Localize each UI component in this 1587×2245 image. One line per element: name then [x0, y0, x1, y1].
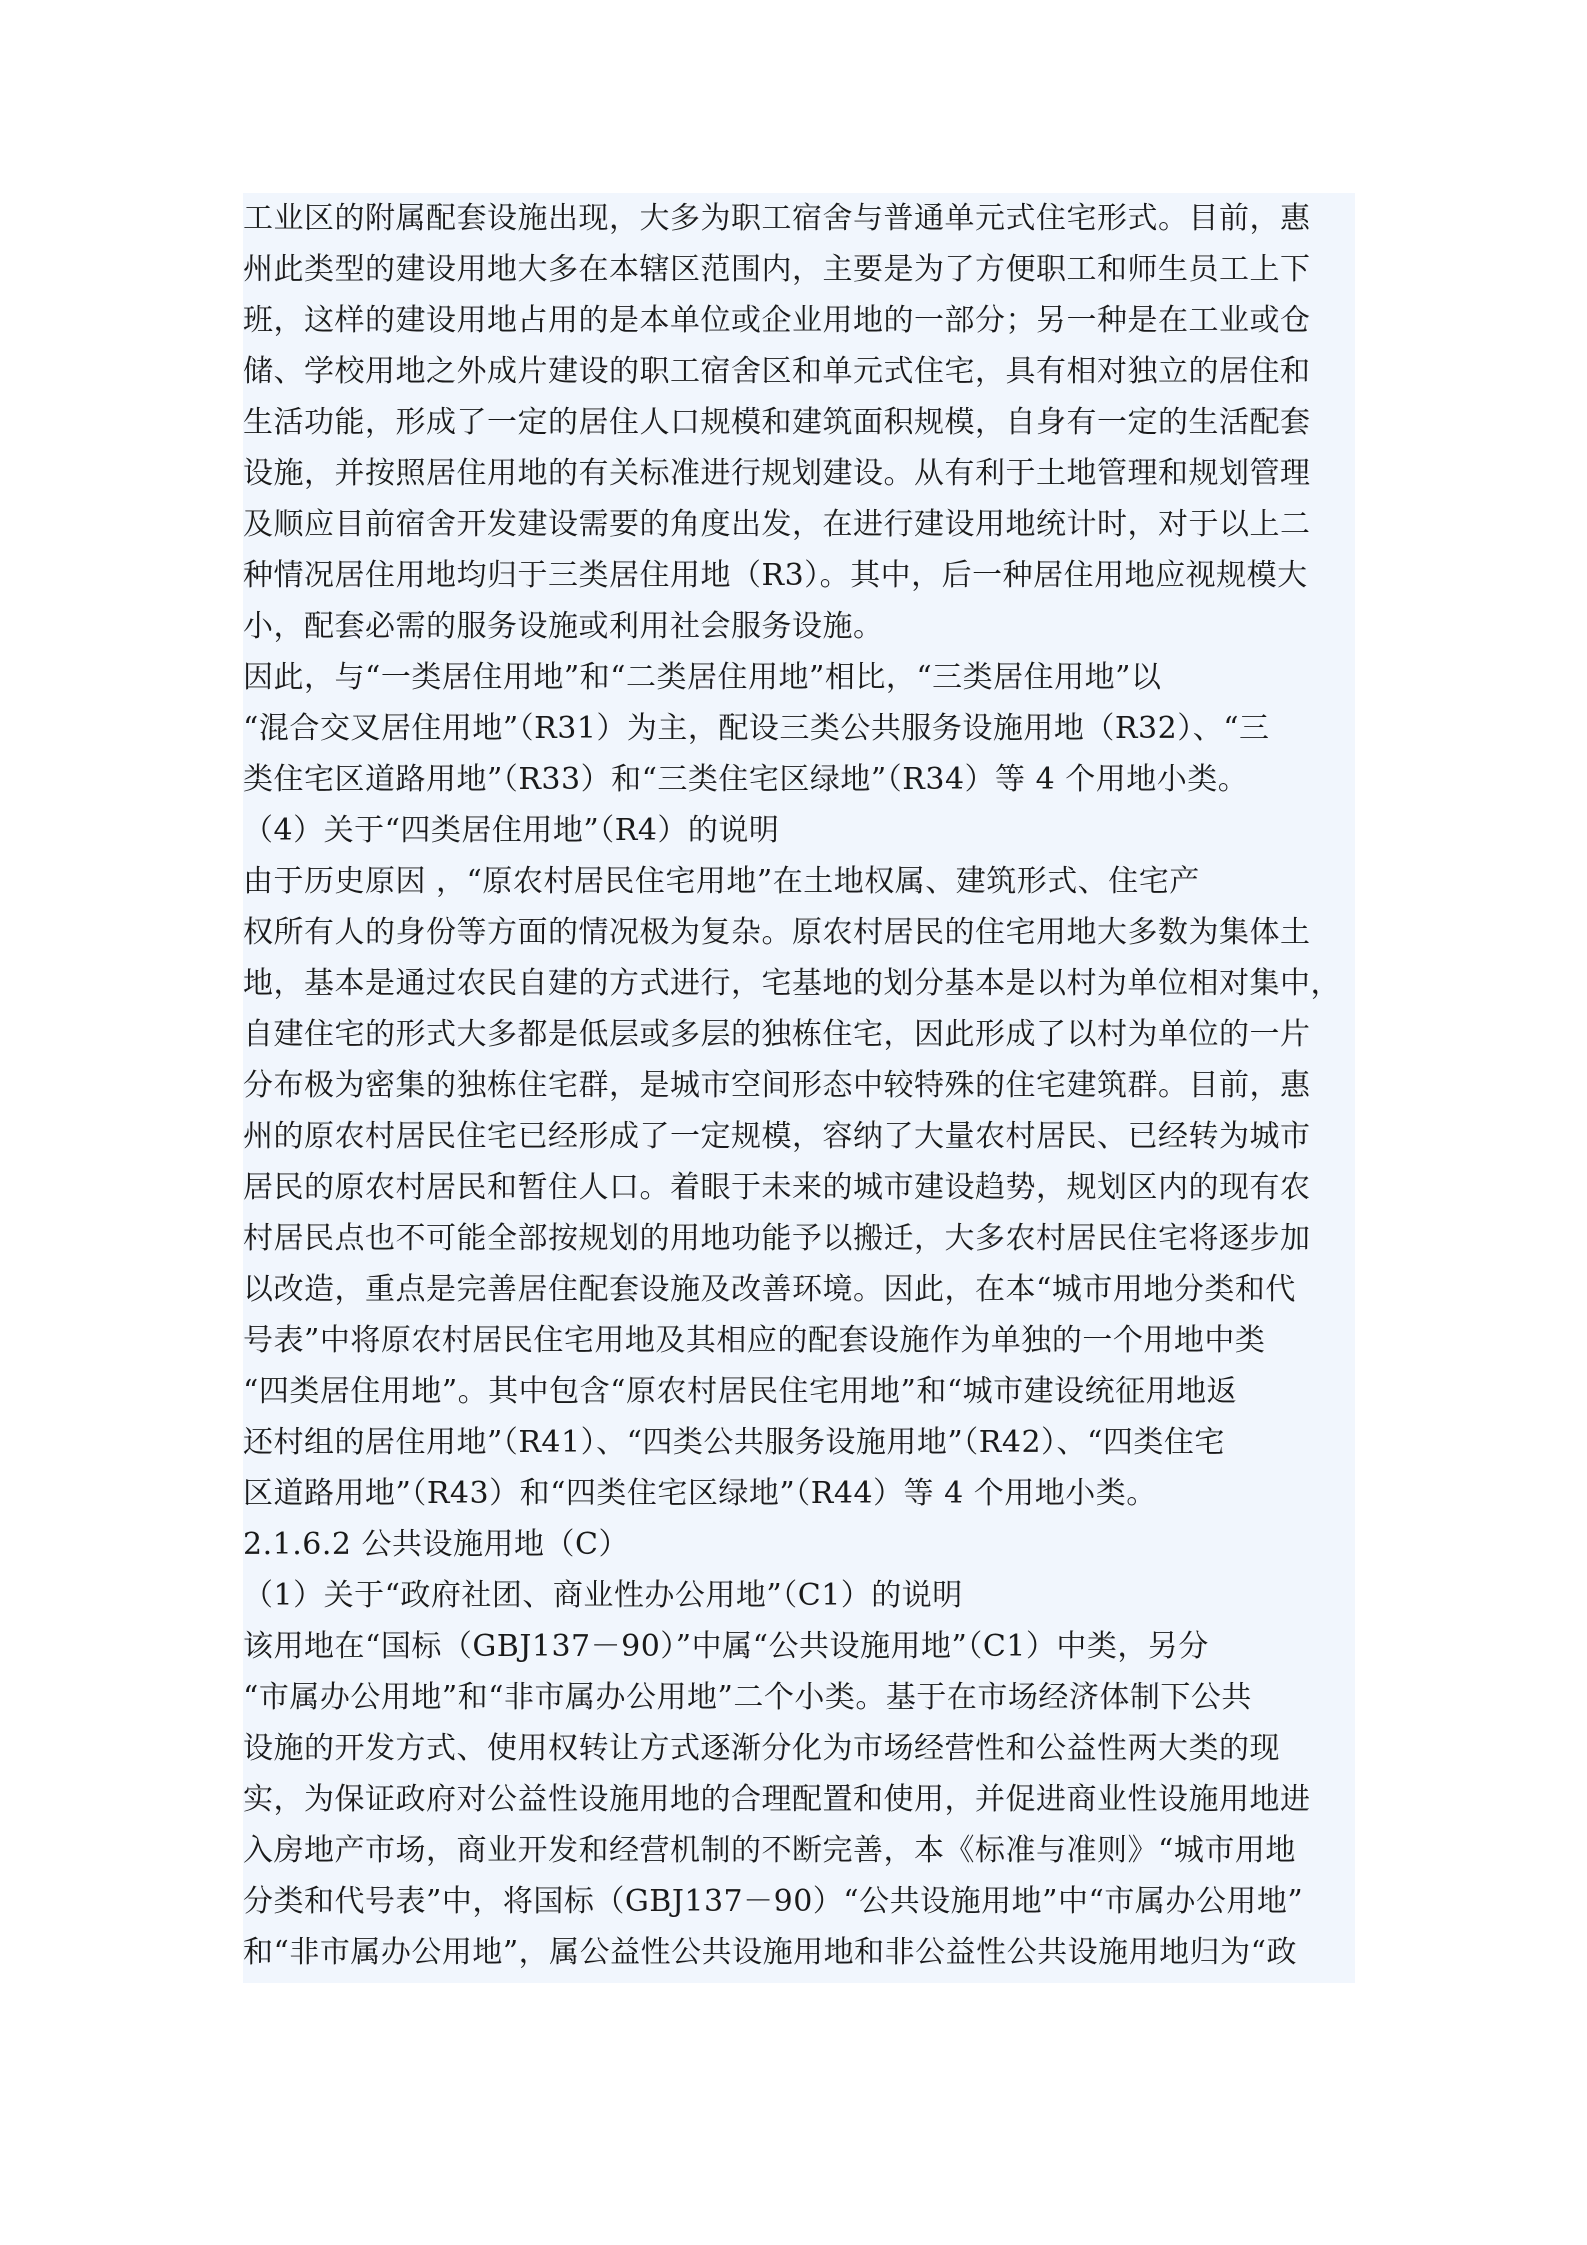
section-heading-c1: （1）关于“政府社团、商业性办公用地”（C1）的说明 [243, 1578, 963, 1613]
text-line: 设施，并按照居住用地的有关标准进行规划建设。从有利于土地管理和规划管理 [243, 456, 1311, 491]
section-heading-r4: （4）关于“四类居住用地”（R4）的说明 [243, 813, 780, 848]
text-line: 及顺应目前宿舍开发建设需要的角度出发，在进行建设用地统计时，对于以上二 [243, 507, 1311, 542]
text-line: 设施的开发方式、使用权转让方式逐渐分化为市场经营性和公益性两大类的现 [243, 1731, 1280, 1766]
text-line: 和“非市属办公用地”，属公益性公共设施用地和非公益性公共设施用地归为“政 [243, 1935, 1298, 1970]
text-line: 分类和代号表”中，将国标（GBJ137－90）“公共设施用地”中“市属办公用地” [243, 1884, 1304, 1919]
text-line: 入房地产市场，商业开发和经营机制的不断完善，本《标准与准则》“城市用地 [243, 1833, 1296, 1868]
text-line: 班，这样的建设用地占用的是本单位或企业用地的一部分；另一种是在工业或仓 [243, 303, 1311, 338]
text-line: 地，基本是通过农民自建的方式进行，宅基地的划分基本是以村为单位相对集中， [243, 966, 1341, 1001]
text-line: 号表”中将原农村居民住宅用地及其相应的配套设施作为单独的一个用地中类 [243, 1323, 1266, 1358]
text-line: 州此类型的建设用地大多在本辖区范围内，主要是为了方便职工和师生员工上下 [243, 252, 1311, 287]
text-line: 还村组的居住用地”（R41）、“四类公共服务设施用地”（R42）、“四类住宅 [243, 1425, 1225, 1460]
text-line: 居民的原农村居民和暂住人口。着眼于未来的城市建设趋势，规划区内的现有农 [243, 1170, 1311, 1205]
paragraph-start: 由于历史原因 ，“原农村居民住宅用地”在土地权属、建筑形式、住宅产 [243, 864, 1200, 899]
text-line: 类住宅区道路用地”（R33）和“三类住宅区绿地”（R34）等 4 个用地小类。 [243, 762, 1249, 797]
text-line: 种情况居住用地均归于三类居住用地（R3）。其中，后一种居住用地应视规模大 [243, 558, 1308, 593]
text-line: 权所有人的身份等方面的情况极为复杂。原农村居民的住宅用地大多数为集体土 [243, 915, 1311, 950]
text-line: 生活功能，形成了一定的居住人口规模和建筑面积规模，自身有一定的生活配套 [243, 405, 1311, 440]
text-line: 以改造，重点是完善居住配套设施及改善环境。因此，在本“城市用地分类和代 [243, 1272, 1296, 1307]
text-line: 分布极为密集的独栋住宅群，是城市空间形态中较特殊的住宅建筑群。目前，惠 [243, 1068, 1311, 1103]
text-line: “混合交叉居住用地”（R31）为主，配设三类公共服务设施用地（R32）、“三 [243, 711, 1270, 746]
document-text-block [243, 193, 1355, 1983]
text-line: “市属办公用地”和“非市属办公用地”二个小类。基于在市场经济体制下公共 [243, 1680, 1252, 1715]
section-heading-2162: 2.1.6.2 公共设施用地（C） [243, 1527, 629, 1562]
text-line: “四类居住用地”。其中包含“原农村居民住宅用地”和“城市建设统征用地返 [243, 1374, 1238, 1409]
text-line: 州的原农村居民住宅已经形成了一定规模，容纳了大量农村居民、已经转为城市 [243, 1119, 1311, 1154]
text-line: 小，配套必需的服务设施或利用社会服务设施。 [243, 609, 884, 644]
text-line: 储、学校用地之外成片建设的职工宿舍区和单元式住宅，具有相对独立的居住和 [243, 354, 1311, 389]
text-line: 自建住宅的形式大多都是低层或多层的独栋住宅，因此形成了以村为单位的一片 [243, 1017, 1311, 1052]
text-line: 工业区的附属配套设施出现，大多为职工宿舍与普通单元式住宅形式。目前，惠 [243, 201, 1311, 236]
paragraph-start: 该用地在“国标（GBJ137－90）”中属“公共设施用地”（C1）中类，另分 [243, 1629, 1209, 1664]
text-line: 区道路用地”（R43）和“四类住宅区绿地”（R44）等 4 个用地小类。 [243, 1476, 1157, 1511]
text-line: 村居民点也不可能全部按规划的用地功能予以搬迁，大多农村居民住宅将逐步加 [243, 1221, 1311, 1256]
paragraph-start: 因此，与“一类居住用地”和“二类居住用地”相比，“三类居住用地”以 [243, 660, 1162, 695]
text-line: 实，为保证政府对公益性设施用地的合理配置和使用，并促进商业性设施用地进 [243, 1782, 1311, 1817]
